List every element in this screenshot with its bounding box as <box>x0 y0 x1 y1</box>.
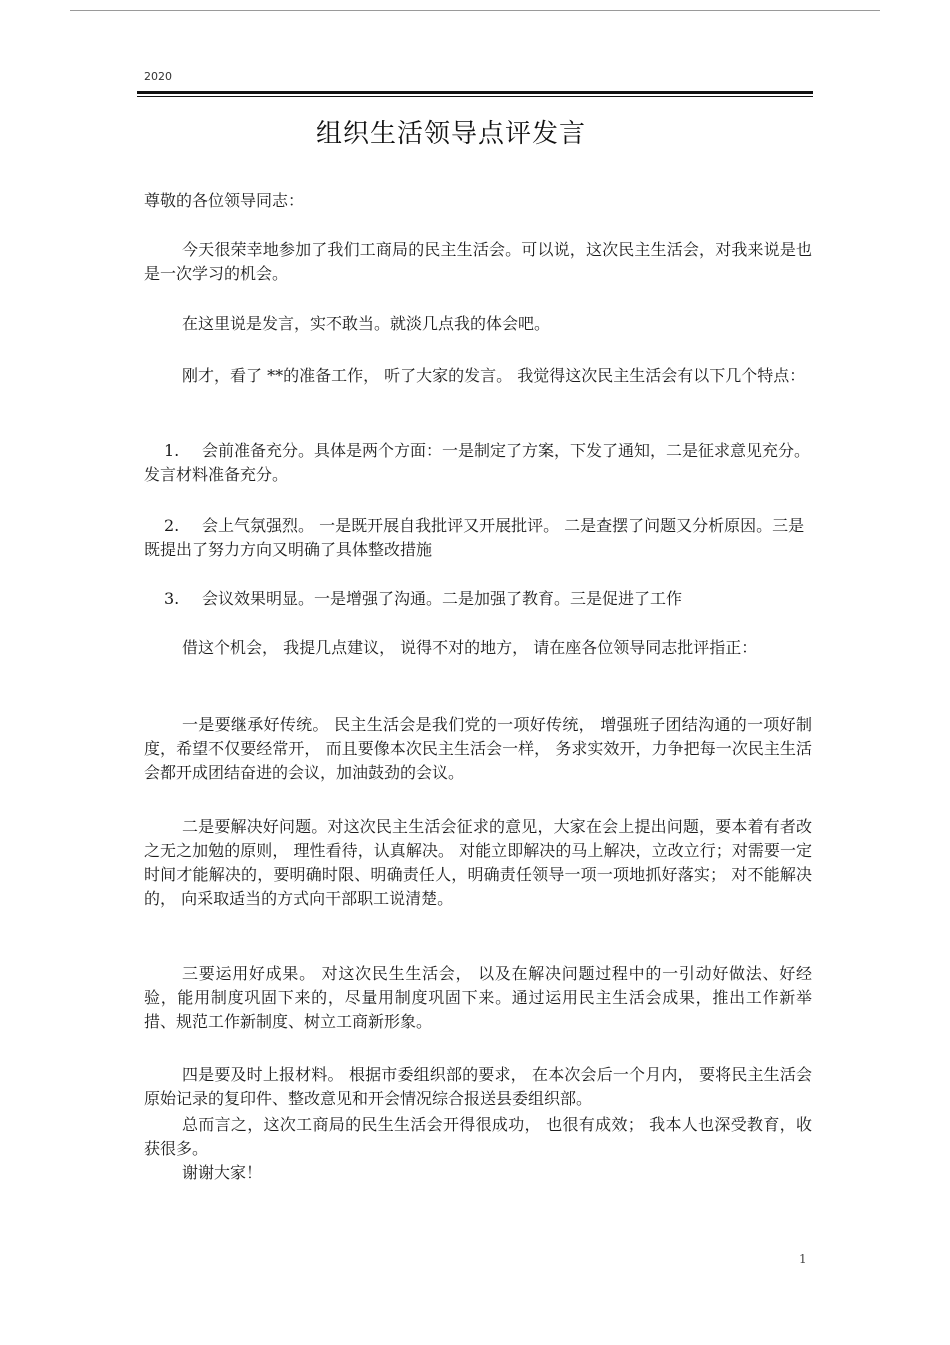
feature-item-text: 会前准备充分。具体是两个方面：一是制定了方案，下发了通知，二是征求意见充分。发言材料准备充分。 <box>144 441 811 484</box>
feature-item <box>144 514 812 562</box>
feature-item <box>144 439 812 487</box>
feature-item-number: 2. <box>164 516 180 535</box>
feature-item-text: 会议效果明显。一是增强了沟通。二是加强了教育。三是促进了工作 <box>202 589 683 608</box>
paragraph-suggestions-intro: 借这个机会， 我提几点建议， 说得不对的地方， 请在座各位领导同志批评指正： <box>182 638 758 657</box>
suggestion-paragraph: 一是要继承好传统。 民主生活会是我们党的一项好传统， 增强班子团结沟通的一项好制度，希望不仅要经常开， 而且要像本次民主生活会一样， 务求实效开，力争把每一次民主生活会都开成团结奋进的会议，加油鼓劲的会议。 <box>144 715 812 782</box>
feature-item <box>144 587 812 611</box>
header-rule-thin <box>137 96 813 97</box>
feature-item-text: 会上气氛强烈。 一是既开展自我批评又开展批评。 二是查摆了问题又分析原因。三是既提出了努力方向又明确了具体整改措施 <box>144 516 805 559</box>
paragraph-conclusion: 总而言之，这次工商局的民生生活会开得很成功， 也很有成效； 我本人也深受教育，收获很多。 <box>144 1115 812 1158</box>
header-rule-thick <box>137 91 813 94</box>
header-year: 2020 <box>144 70 172 83</box>
page-number: 1 <box>799 1252 807 1266</box>
paragraph-modesty: 在这里说是发言，实不敢当。就淡几点我的体会吧。 <box>182 314 551 333</box>
paragraph-opening: 今天很荣幸地参加了我们工商局的民主生活会。可以说，这次民主生活会，对我来说是也是一次学习的机会。 <box>144 240 812 283</box>
closing-thanks: 谢谢大家！ <box>182 1163 263 1182</box>
suggestion-paragraph: 二是要解决好问题。对这次民主生活会征求的意见，大家在会上提出问题，要本着有者改之无之加勉的原则， 理性看待，认真解决。 对能立即解决的马上解决，立改立行；对需要一定时间才能解决的，要明确时限、明确责任人，明确责任领导一项一项地抓好落实； 对不能解决的， 向采取适当的方式向干部职工说清楚。 <box>144 817 812 908</box>
suggestion-paragraph: 三要运用好成果。 对这次民生生活会， 以及在解决问题过程中的一引动好做法、好经验，能用制度巩固下来的，尽量用制度巩固下来。通过运用民主生活会成果，推出工作新举措、规范工作新制度、树立工商新形象。 <box>144 964 812 1031</box>
salutation: 尊敬的各位领导同志： <box>144 191 305 210</box>
suggestion-paragraph: 四是要及时上报材料。 根据市委组织部的要求， 在本次会后一个月内， 要将民主生活会原始记录的复印件、整改意见和开会情况综合报送县委组织部。 <box>144 1065 812 1108</box>
feature-item-number: 1. <box>164 441 180 460</box>
paragraph-features-intro: 刚才，看了 **的准备工作， 听了大家的发言。 我觉得这次民主生活会有以下几个特点： <box>182 366 806 385</box>
page-top-divider <box>70 10 880 11</box>
feature-item-number: 3. <box>164 589 180 608</box>
header-double-rule <box>137 91 813 97</box>
document-title: 组织生活领导点评发言 <box>315 119 586 149</box>
